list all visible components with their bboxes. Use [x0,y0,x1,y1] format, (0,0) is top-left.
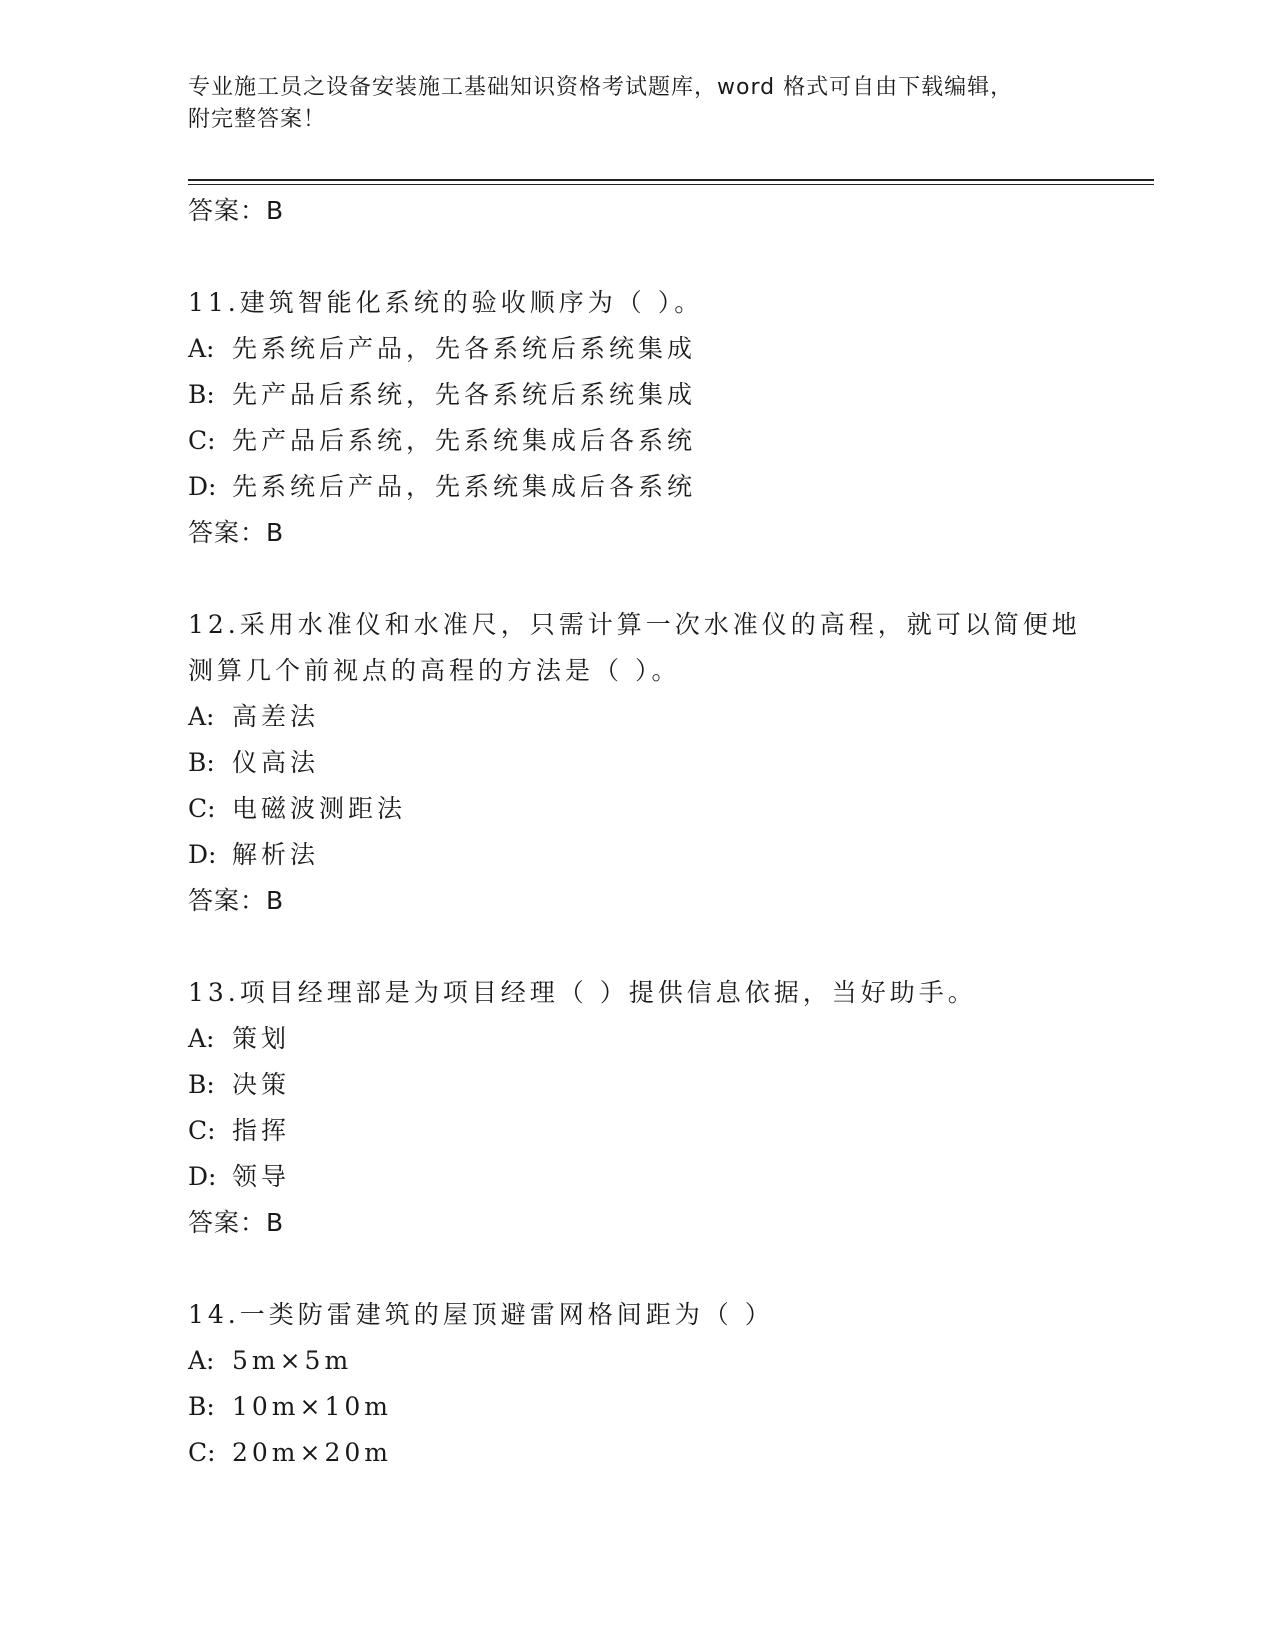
option-text: 20m×20m [232,1438,392,1467]
option-label: D: [188,1162,217,1191]
option-label: A: [188,1346,215,1375]
header-divider-thin [188,184,1154,185]
option-label: A: [188,702,215,731]
option-text: 先产品后系统，先各系统后系统集成 [232,380,697,409]
option-text: 电磁波测距法 [232,794,407,823]
answer-line: 答案：B [188,886,285,915]
question-text: 14.一类防雷建筑的屋顶避雷网格间距为（ ） [188,1300,774,1329]
option-row [188,1430,1148,1476]
question-text: 测算几个前视点的高程的方法是（ ）。 [188,656,681,685]
option-text: 高差法 [232,702,320,731]
option-row [188,694,1148,740]
option-row [188,832,1148,878]
option-row [188,1062,1148,1108]
option-text: 先产品后系统，先系统集成后各系统 [232,426,697,455]
option-text: 指挥 [232,1116,291,1145]
option-label: B: [188,748,215,777]
option-label: C: [188,794,216,823]
spacer [188,234,1148,280]
option-text: 10m×10m [232,1392,392,1421]
option-row [188,464,1148,510]
option-label: C: [188,1116,216,1145]
question-block [188,602,1148,970]
document-header [188,72,1068,136]
option-row [188,1108,1148,1154]
option-row [188,1016,1148,1062]
question-text: 13.项目经理部是为项目经理（ ）提供信息依据，当好助手。 [188,978,977,1007]
header-divider-thick [188,179,1154,181]
option-text: 领导 [232,1162,291,1191]
option-text: 决策 [232,1070,291,1099]
answer-line: 答案：B [188,196,285,225]
option-label: A: [188,1024,215,1053]
option-text: 解析法 [232,840,320,869]
option-row [188,418,1148,464]
question-text: 11.建筑智能化系统的验收顺序为（ ）。 [188,288,704,317]
header-line-2: 附完整答案！ [188,107,327,132]
option-row [188,1384,1148,1430]
question-text: 12.采用水准仪和水准尺，只需计算一次水准仪的高程，就可以简便地 [188,610,1081,639]
option-label: C: [188,426,216,455]
answer-line: 答案：B [188,518,285,547]
option-label: B: [188,1070,215,1099]
spacer [188,556,1148,602]
option-row [188,740,1148,786]
option-text: 先系统后产品，先各系统后系统集成 [232,334,697,363]
question-block [188,280,1148,602]
question-block [188,1292,1148,1476]
option-row [188,786,1148,832]
question-block [188,970,1148,1292]
option-label: A: [188,334,215,363]
option-row [188,372,1148,418]
header-line-1: 专业施工员之设备安装施工基础知识资格考试题库，word 格式可自由下载编辑， [188,75,1014,100]
option-label: C: [188,1438,216,1467]
spacer [188,1246,1148,1292]
option-label: B: [188,1392,215,1421]
option-text: 5m×5m [232,1346,353,1375]
answer-line: 答案：B [188,1208,285,1237]
spacer [188,924,1148,970]
option-label: D: [188,840,217,869]
option-text: 先系统后产品，先系统集成后各系统 [232,472,697,501]
option-label: B: [188,380,215,409]
option-row [188,326,1148,372]
option-row [188,1338,1148,1384]
option-text: 仪高法 [232,748,320,777]
question-list [188,188,1148,1476]
option-text: 策划 [232,1024,291,1053]
option-label: D: [188,472,217,501]
option-row [188,1154,1148,1200]
